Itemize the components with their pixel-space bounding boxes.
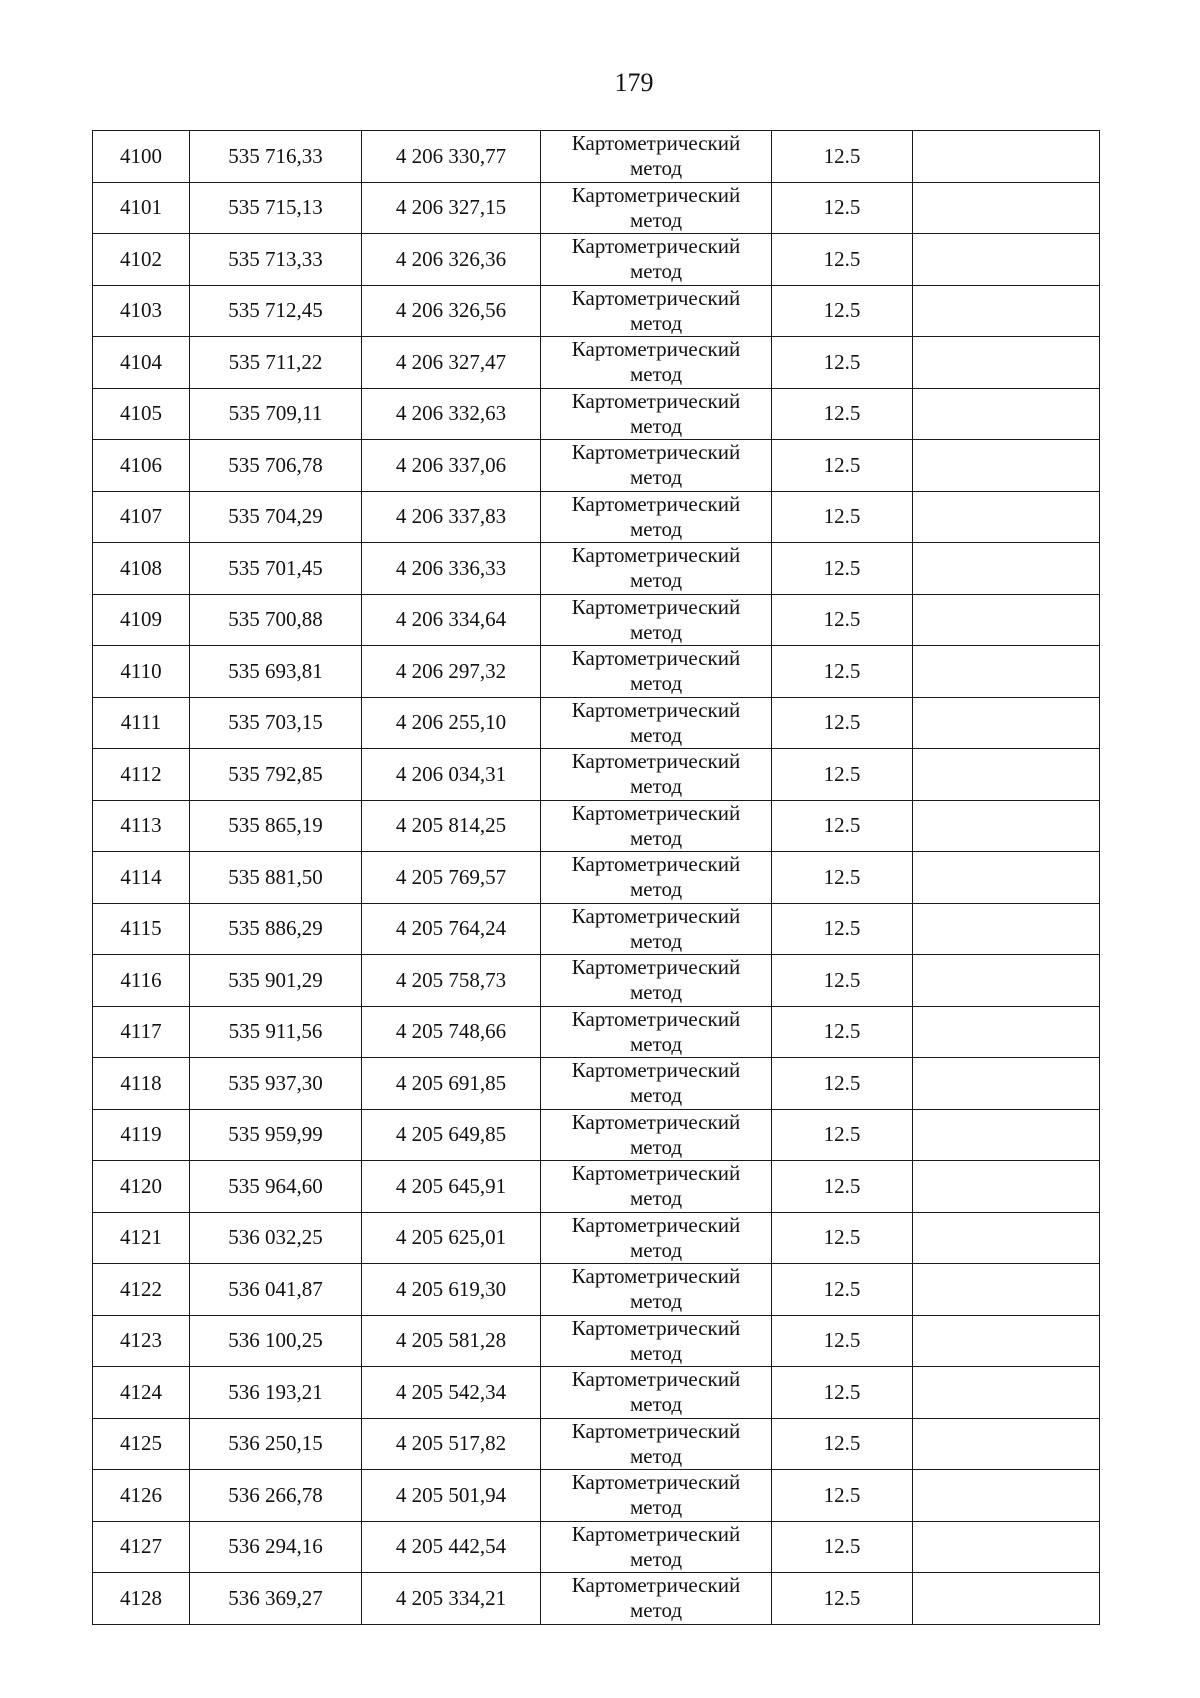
x-coordinate-cell: 535 713,33 [190,234,362,286]
method-line-2: метод [629,1237,683,1262]
note-cell [913,697,1100,749]
method-cell [541,131,772,183]
note-cell [913,594,1100,646]
table-row [93,1573,1100,1625]
point-number-cell: 4109 [93,594,190,646]
x-coordinate-cell: 535 964,60 [190,1161,362,1213]
table-row [93,1521,1100,1573]
x-coordinate-cell: 535 865,19 [190,800,362,852]
table-row [93,1418,1100,1470]
method-cell [541,388,772,440]
point-number-cell: 4111 [93,697,190,749]
method-line-1: Картометрический [571,646,741,671]
x-coordinate-cell: 535 704,29 [190,491,362,543]
note-cell [913,852,1100,904]
accuracy-cell: 12.5 [772,1006,913,1058]
method-cell [541,234,772,286]
y-coordinate-cell: 4 205 758,73 [362,955,541,1007]
method-line-2: метод [629,568,683,593]
method-line-2: метод [629,465,683,490]
method-line-2: метод [629,671,683,696]
table-row [93,543,1100,595]
method-line-1: Картометрический [571,182,741,207]
x-coordinate-cell: 536 266,78 [190,1470,362,1522]
method-line-2: метод [629,1495,683,1520]
method-line-1: Картометрический [571,1058,741,1083]
method-line-2: метод [629,825,683,850]
note-cell [913,1573,1100,1625]
accuracy-cell: 12.5 [772,955,913,1007]
y-coordinate-cell: 4 206 330,77 [362,131,541,183]
accuracy-cell: 12.5 [772,1521,913,1573]
method-cell [541,1573,772,1625]
x-coordinate-cell: 535 792,85 [190,749,362,801]
table-row [93,1315,1100,1367]
accuracy-cell: 12.5 [772,285,913,337]
accuracy-cell: 12.5 [772,594,913,646]
method-line-2: метод [629,310,683,335]
method-cell [541,1161,772,1213]
table-row [93,285,1100,337]
method-line-1: Картометрический [571,1109,741,1134]
point-number-cell: 4124 [93,1367,190,1419]
method-line-1: Картометрический [571,337,741,362]
x-coordinate-cell: 535 701,45 [190,543,362,595]
method-line-2: метод [629,156,683,181]
table-row [93,955,1100,1007]
x-coordinate-cell: 535 911,56 [190,1006,362,1058]
x-coordinate-cell: 536 193,21 [190,1367,362,1419]
table-row [93,1264,1100,1316]
note-cell [913,337,1100,389]
method-cell [541,1367,772,1419]
method-cell [541,337,772,389]
table-row [93,1367,1100,1419]
method-line-2: метод [629,1031,683,1056]
y-coordinate-cell: 4 206 326,36 [362,234,541,286]
method-cell [541,491,772,543]
note-cell [913,800,1100,852]
point-number-cell: 4112 [93,749,190,801]
x-coordinate-cell: 535 706,78 [190,440,362,492]
note-cell [913,903,1100,955]
table-row [93,903,1100,955]
point-number-cell: 4127 [93,1521,190,1573]
method-line-2: метод [629,1546,683,1571]
table-row [93,1109,1100,1161]
y-coordinate-cell: 4 205 814,25 [362,800,541,852]
y-coordinate-cell: 4 205 645,91 [362,1161,541,1213]
method-line-2: метод [629,259,683,284]
point-number-cell: 4100 [93,131,190,183]
method-line-1: Картометрический [571,491,741,516]
method-line-1: Картометрический [571,749,741,774]
method-line-1: Картометрический [571,903,741,928]
y-coordinate-cell: 4 206 334,64 [362,594,541,646]
y-coordinate-cell: 4 206 337,83 [362,491,541,543]
point-number-cell: 4117 [93,1006,190,1058]
note-cell [913,182,1100,234]
point-number-cell: 4108 [93,543,190,595]
note-cell [913,955,1100,1007]
method-line-1: Картометрический [571,285,741,310]
accuracy-cell: 12.5 [772,543,913,595]
x-coordinate-cell: 535 711,22 [190,337,362,389]
y-coordinate-cell: 4 206 034,31 [362,749,541,801]
note-cell [913,234,1100,286]
y-coordinate-cell: 4 205 649,85 [362,1109,541,1161]
method-line-1: Картометрический [571,697,741,722]
method-line-2: метод [629,1392,683,1417]
method-line-2: метод [629,1443,683,1468]
method-cell [541,285,772,337]
accuracy-cell: 12.5 [772,1161,913,1213]
method-line-2: метод [629,362,683,387]
y-coordinate-cell: 4 206 255,10 [362,697,541,749]
note-cell [913,1418,1100,1470]
point-number-cell: 4115 [93,903,190,955]
point-number-cell: 4110 [93,646,190,698]
method-cell [541,1470,772,1522]
accuracy-cell: 12.5 [772,903,913,955]
note-cell [913,543,1100,595]
method-cell [541,1006,772,1058]
table-row [93,440,1100,492]
table-row [93,1470,1100,1522]
point-number-cell: 4103 [93,285,190,337]
accuracy-cell: 12.5 [772,1367,913,1419]
method-line-1: Картометрический [571,594,741,619]
x-coordinate-cell: 535 901,29 [190,955,362,1007]
method-cell [541,1521,772,1573]
y-coordinate-cell: 4 206 327,47 [362,337,541,389]
table-row [93,1161,1100,1213]
table-row [93,697,1100,749]
method-cell [541,440,772,492]
x-coordinate-cell: 536 294,16 [190,1521,362,1573]
point-number-cell: 4126 [93,1470,190,1522]
method-line-1: Картометрический [571,388,741,413]
method-line-2: метод [629,1289,683,1314]
method-cell [541,594,772,646]
y-coordinate-cell: 4 205 517,82 [362,1418,541,1470]
method-line-2: метод [629,413,683,438]
method-cell [541,646,772,698]
note-cell [913,491,1100,543]
note-cell [913,1367,1100,1419]
note-cell [913,131,1100,183]
method-cell [541,1212,772,1264]
method-line-1: Картометрический [571,1264,741,1289]
accuracy-cell: 12.5 [772,697,913,749]
y-coordinate-cell: 4 206 327,15 [362,182,541,234]
note-cell [913,440,1100,492]
coordinates-table [92,130,1100,1625]
method-line-1: Картометрический [571,1521,741,1546]
accuracy-cell: 12.5 [772,1058,913,1110]
x-coordinate-cell: 535 693,81 [190,646,362,698]
method-cell [541,852,772,904]
method-line-2: метод [629,1598,683,1623]
method-line-1: Картометрический [571,1161,741,1186]
method-line-1: Картометрический [571,800,741,825]
accuracy-cell: 12.5 [772,1264,913,1316]
method-cell [541,182,772,234]
accuracy-cell: 12.5 [772,1470,913,1522]
method-line-1: Картометрический [571,1573,741,1598]
point-number-cell: 4105 [93,388,190,440]
method-line-2: метод [629,619,683,644]
accuracy-cell: 12.5 [772,800,913,852]
y-coordinate-cell: 4 205 501,94 [362,1470,541,1522]
table-row [93,1006,1100,1058]
table-row [93,852,1100,904]
x-coordinate-cell: 536 250,15 [190,1418,362,1470]
method-line-1: Картометрический [571,1212,741,1237]
accuracy-cell: 12.5 [772,1573,913,1625]
y-coordinate-cell: 4 205 334,21 [362,1573,541,1625]
method-line-1: Картометрический [571,234,741,259]
x-coordinate-cell: 535 712,45 [190,285,362,337]
y-coordinate-cell: 4 205 542,34 [362,1367,541,1419]
note-cell [913,646,1100,698]
method-cell [541,1315,772,1367]
y-coordinate-cell: 4 205 769,57 [362,852,541,904]
note-cell [913,285,1100,337]
method-cell [541,749,772,801]
point-number-cell: 4118 [93,1058,190,1110]
note-cell [913,1109,1100,1161]
note-cell [913,749,1100,801]
point-number-cell: 4106 [93,440,190,492]
point-number-cell: 4119 [93,1109,190,1161]
accuracy-cell: 12.5 [772,440,913,492]
x-coordinate-cell: 535 700,88 [190,594,362,646]
method-line-1: Картометрический [571,955,741,980]
point-number-cell: 4120 [93,1161,190,1213]
note-cell [913,1006,1100,1058]
method-line-1: Картометрический [571,1367,741,1392]
accuracy-cell: 12.5 [772,1212,913,1264]
y-coordinate-cell: 4 206 332,63 [362,388,541,440]
table-row [93,388,1100,440]
point-number-cell: 4104 [93,337,190,389]
point-number-cell: 4122 [93,1264,190,1316]
accuracy-cell: 12.5 [772,646,913,698]
accuracy-cell: 12.5 [772,131,913,183]
note-cell [913,1470,1100,1522]
method-line-2: метод [629,722,683,747]
table-row [93,131,1100,183]
method-cell [541,697,772,749]
y-coordinate-cell: 4 205 748,66 [362,1006,541,1058]
point-number-cell: 4125 [93,1418,190,1470]
y-coordinate-cell: 4 205 625,01 [362,1212,541,1264]
point-number-cell: 4116 [93,955,190,1007]
method-line-2: метод [629,516,683,541]
y-coordinate-cell: 4 205 691,85 [362,1058,541,1110]
table-row [93,491,1100,543]
y-coordinate-cell: 4 205 581,28 [362,1315,541,1367]
method-cell [541,1058,772,1110]
method-line-2: метод [629,774,683,799]
note-cell [913,1212,1100,1264]
accuracy-cell: 12.5 [772,1418,913,1470]
note-cell [913,1161,1100,1213]
method-cell [541,1418,772,1470]
y-coordinate-cell: 4 206 297,32 [362,646,541,698]
y-coordinate-cell: 4 205 764,24 [362,903,541,955]
method-line-1: Картометрический [571,1315,741,1340]
x-coordinate-cell: 536 100,25 [190,1315,362,1367]
note-cell [913,1264,1100,1316]
coordinates-table-body [93,131,1100,1625]
point-number-cell: 4102 [93,234,190,286]
method-line-2: метод [629,207,683,232]
x-coordinate-cell: 535 709,11 [190,388,362,440]
method-line-2: метод [629,1083,683,1108]
method-line-1: Картометрический [571,1470,741,1495]
x-coordinate-cell: 535 886,29 [190,903,362,955]
x-coordinate-cell: 535 881,50 [190,852,362,904]
page-number: 179 [614,68,654,97]
accuracy-cell: 12.5 [772,491,913,543]
note-cell [913,1521,1100,1573]
method-cell [541,1264,772,1316]
accuracy-cell: 12.5 [772,234,913,286]
method-cell [541,1109,772,1161]
accuracy-cell: 12.5 [772,1109,913,1161]
x-coordinate-cell: 536 041,87 [190,1264,362,1316]
y-coordinate-cell: 4 206 337,06 [362,440,541,492]
method-line-1: Картометрический [571,1418,741,1443]
table-row [93,1212,1100,1264]
y-coordinate-cell: 4 206 336,33 [362,543,541,595]
table-row [93,234,1100,286]
table-row [93,800,1100,852]
table-row [93,749,1100,801]
point-number-cell: 4123 [93,1315,190,1367]
note-cell [913,388,1100,440]
method-line-2: метод [629,928,683,953]
method-line-1: Картометрический [571,543,741,568]
x-coordinate-cell: 536 032,25 [190,1212,362,1264]
table-row [93,594,1100,646]
method-line-2: метод [629,1134,683,1159]
method-line-1: Картометрический [571,131,741,156]
table-row [93,182,1100,234]
method-cell [541,800,772,852]
x-coordinate-cell: 536 369,27 [190,1573,362,1625]
y-coordinate-cell: 4 206 326,56 [362,285,541,337]
method-line-2: метод [629,980,683,1005]
accuracy-cell: 12.5 [772,337,913,389]
x-coordinate-cell: 535 937,30 [190,1058,362,1110]
method-line-1: Картометрический [571,440,741,465]
y-coordinate-cell: 4 205 619,30 [362,1264,541,1316]
method-cell [541,903,772,955]
x-coordinate-cell: 535 715,13 [190,182,362,234]
method-cell [541,955,772,1007]
x-coordinate-cell: 535 703,15 [190,697,362,749]
point-number-cell: 4121 [93,1212,190,1264]
table-row [93,1058,1100,1110]
x-coordinate-cell: 535 959,99 [190,1109,362,1161]
note-cell [913,1058,1100,1110]
method-line-2: метод [629,877,683,902]
point-number-cell: 4101 [93,182,190,234]
accuracy-cell: 12.5 [772,182,913,234]
accuracy-cell: 12.5 [772,388,913,440]
note-cell [913,1315,1100,1367]
y-coordinate-cell: 4 205 442,54 [362,1521,541,1573]
point-number-cell: 4113 [93,800,190,852]
method-cell [541,543,772,595]
accuracy-cell: 12.5 [772,749,913,801]
table-row [93,337,1100,389]
method-line-1: Картометрический [571,852,741,877]
point-number-cell: 4128 [93,1573,190,1625]
accuracy-cell: 12.5 [772,1315,913,1367]
table-row [93,646,1100,698]
method-line-2: метод [629,1186,683,1211]
method-line-1: Картометрический [571,1006,741,1031]
method-line-2: метод [629,1340,683,1365]
point-number-cell: 4107 [93,491,190,543]
accuracy-cell: 12.5 [772,852,913,904]
point-number-cell: 4114 [93,852,190,904]
x-coordinate-cell: 535 716,33 [190,131,362,183]
